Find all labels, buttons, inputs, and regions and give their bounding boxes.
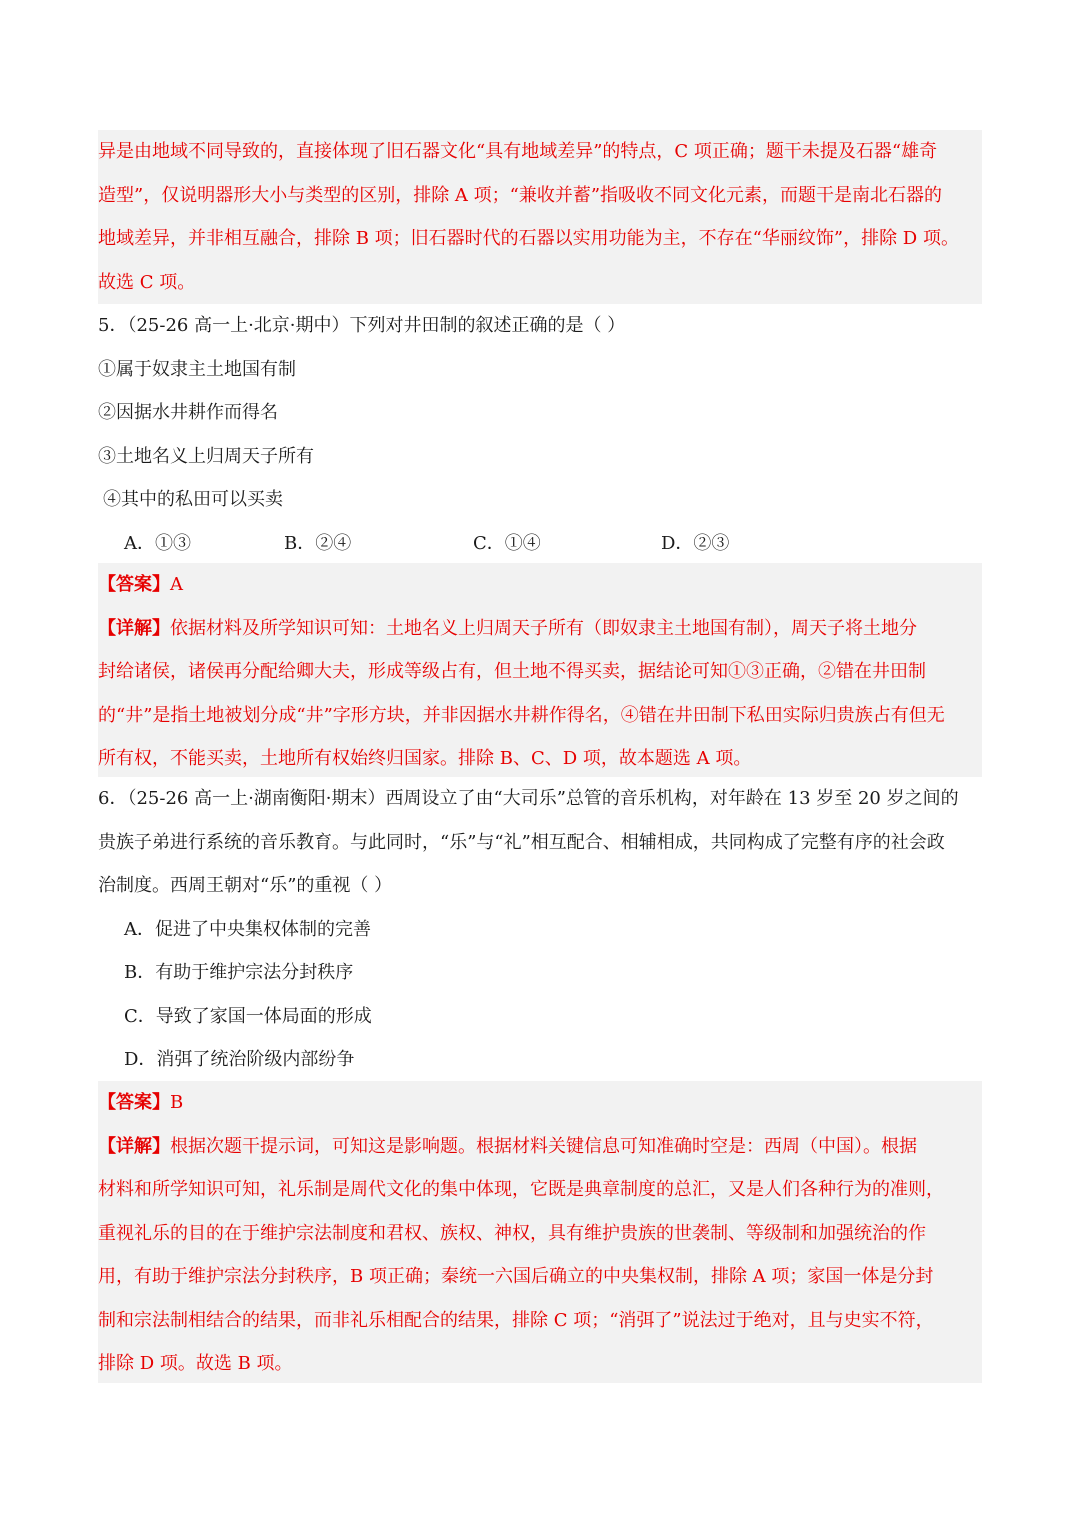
option-c: C．①④ xyxy=(473,532,541,554)
detail-text: 根据次题干提示词，可知这是影响题。根据材料关键信息可知准确时空是：西周（中国）。根据 xyxy=(170,1135,917,1157)
option-c: C．导致了家国一体局面的形成 xyxy=(124,1005,372,1027)
detail-line: 的“井”是指土地被划分成“井”字形方块，并非因据水井耕作得名，④错在井田制下私田实际归贵族占有但无 xyxy=(98,704,945,726)
detail-line: 封给诸侯，诸侯再分配给卿大夫，形成等级占有，但土地不得买卖，据结论可知①③正确，②错在井田制 xyxy=(98,661,926,682)
question-stem: 5．（25-26 高一上·北京·期中）下列对井田制的叙述正确的是（ ） xyxy=(98,315,626,336)
question-5-answer-block xyxy=(98,563,982,777)
explanation-line: 地域差异，并非相互融合，排除 B 项；旧石器时代的石器以实用功能为主，不存在“华丽纹饰”，排除 D 项。 xyxy=(98,228,959,249)
question-stem-line: 6．（25-26 高一上·湖南衡阳·期末）西周设立了由“大司乐”总管的音乐机构，对年龄在 13 岁至 20 岁之间的 xyxy=(98,788,959,809)
explanation-line: 造型”，仅说明器形大小与类型的区别，排除 A 项；“兼收并蓄”指吸收不同文化元素，而题干是南北石器的 xyxy=(98,184,943,206)
answer-value: A xyxy=(170,574,183,595)
question-stem-line: 贵族子弟进行系统的音乐教育。与此同时，“乐”与“礼”相互配合、相辅相成，共同构成了完整有序的社会政 xyxy=(98,831,945,853)
option-a: A．①③ xyxy=(124,532,191,554)
statement-item: ①属于奴隶主土地国有制 xyxy=(98,358,296,380)
option-d: D．消弭了统治阶级内部纷争 xyxy=(124,1049,355,1070)
statement-item: ③土地名义上归周天子所有 xyxy=(98,445,314,467)
option-a: A．促进了中央集权体制的完善 xyxy=(124,918,371,940)
question-6-answer-block xyxy=(98,1081,982,1383)
options-row xyxy=(98,522,982,566)
detail-line: 材料和所学知识可知，礼乐制是周代文化的集中体现，它既是典章制度的总汇，又是人们各种行为的准则， xyxy=(98,1179,944,1200)
question-5 xyxy=(98,304,982,565)
question-6 xyxy=(98,777,982,1082)
detail-line: 重视礼乐的目的在于维护宗法制度和君权、族权、神权，具有维护贵族的世袭制、等级制和加强统治的作 xyxy=(98,1222,926,1244)
answer-line xyxy=(98,1081,982,1125)
answer-tag: 【答案】 xyxy=(98,1092,170,1113)
option-b: B．②④ xyxy=(284,532,352,554)
option-d: D．②③ xyxy=(661,532,730,554)
detail-line: 制和宗法制相结合的结果，而非礼乐相配合的结果，排除 C 项；“消弭了”说法过于绝对，且与史实不符， xyxy=(98,1309,934,1331)
detail-line: 用，有助于维护宗法分封秩序，B 项正确；秦统一六国后确立的中央集权制，排除 A 项；家国一体是分封 xyxy=(98,1266,934,1287)
answer-tag: 【答案】 xyxy=(98,574,170,595)
explanation-line: 故选 C 项。 xyxy=(98,271,196,293)
detail-tag: 【详解】 xyxy=(98,617,170,639)
answer-line xyxy=(98,563,982,607)
detail-line: 所有权，不能买卖，土地所有权始终归国家。排除 B、C、D 项，故本题选 A 项。 xyxy=(98,748,752,769)
explanation-line: 异是由地域不同导致的，直接体现了旧石器文化“具有地域差异”的特点，C 项正确；题干未提及石器“雄奇 xyxy=(98,141,938,162)
detail-text: 依据材料及所学知识可知：土地名义上归周天子所有（即奴隶主土地国有制），周天子将土地分 xyxy=(170,617,917,639)
detail-line xyxy=(98,1125,982,1169)
question-stem-line: 治制度。西周王朝对“乐”的重视（ ） xyxy=(98,875,393,896)
detail-line xyxy=(98,607,982,651)
statement-item: ④其中的私田可以买卖 xyxy=(103,489,283,510)
detail-tag: 【详解】 xyxy=(98,1135,170,1157)
statement-item: ②因据水井耕作而得名 xyxy=(98,402,278,423)
detail-line: 排除 D 项。故选 B 项。 xyxy=(98,1353,293,1374)
answer-value: B xyxy=(170,1092,184,1113)
previous-explanation-block xyxy=(98,130,982,304)
option-b: B．有助于维护宗法分封秩序 xyxy=(124,962,354,983)
